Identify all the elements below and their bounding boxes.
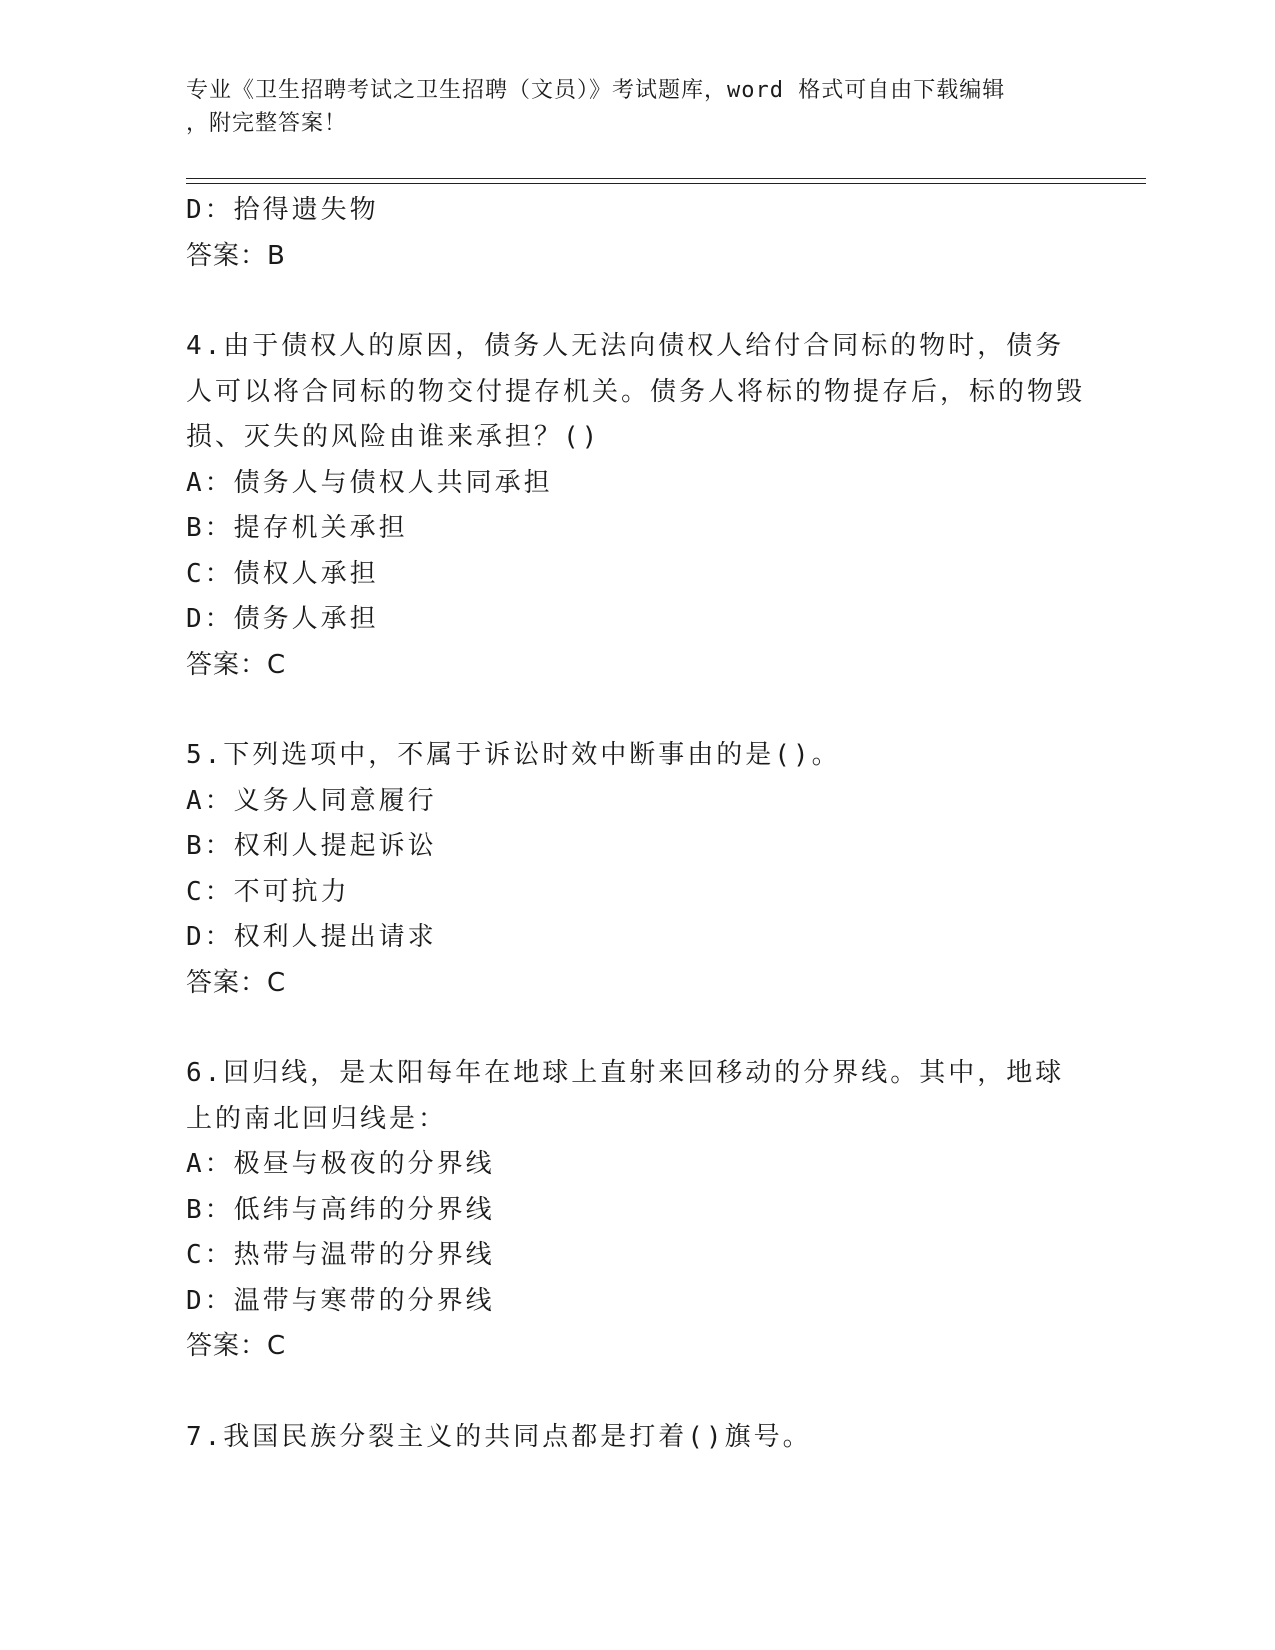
- spacer: [186, 688, 1086, 733]
- question-5: [186, 733, 1086, 1006]
- option-a: A：义务人同意履行: [186, 785, 437, 816]
- option-c: C：债权人承担: [186, 558, 379, 589]
- answer: 答案：B: [186, 240, 286, 271]
- option-b: B：权利人提起诉讼: [186, 831, 437, 861]
- question-6: [186, 1051, 1086, 1370]
- option-d: D：拾得遗失物: [186, 195, 379, 225]
- question-stem: 6.回归线，是太阳每年在地球上直射来回移动的分界线。其中，地球上的南北回归线是：: [186, 1058, 1065, 1134]
- option-d: D：温带与寒带的分界线: [186, 1285, 495, 1316]
- document-header: [186, 74, 1086, 140]
- option-b: B：提存机关承担: [186, 513, 408, 543]
- option-d: D：债务人承担: [186, 604, 379, 634]
- header-rule-top: [186, 178, 1146, 179]
- question-4: [186, 324, 1086, 688]
- question-stem: 7.我国民族分裂主义的共同点都是打着()旗号。: [186, 1421, 812, 1452]
- option-a: A：极昼与极夜的分界线: [186, 1149, 495, 1179]
- spacer: [186, 1370, 1086, 1415]
- answer: 答案：C: [186, 967, 287, 998]
- answer: 答案：C: [186, 1331, 287, 1361]
- option-b: B：低纬与高纬的分界线: [186, 1194, 495, 1225]
- header-rule-bottom: [186, 183, 1146, 184]
- option-c: C：不可抗力: [186, 876, 350, 907]
- answer: 答案：C: [186, 649, 287, 680]
- question-stem: 5.下列选项中，不属于诉讼时效中断事由的是()。: [186, 740, 841, 770]
- option-d: D：权利人提出请求: [186, 922, 437, 952]
- option-c: C：热带与温带的分界线: [186, 1240, 495, 1270]
- question-list: [186, 188, 1086, 1460]
- spacer: [186, 1006, 1086, 1051]
- question-stem: 4.由于债权人的原因，债务人无法向债权人给付合同标的物时，债务人可以将合同标的物交付提存机关。债务人将标的物提存后，标的物毁损、灭失的风险由谁来承担？(): [186, 331, 1086, 452]
- spacer: [186, 279, 1086, 324]
- option-a: A：债务人与债权人共同承担: [186, 467, 553, 498]
- header-line-1: 专业《卫生招聘考试之卫生招聘（文员）》考试题库，word 格式可自由下载编辑: [186, 78, 1006, 103]
- header-line-2: ，附完整答案！: [186, 111, 348, 136]
- question-7: [186, 1415, 1086, 1461]
